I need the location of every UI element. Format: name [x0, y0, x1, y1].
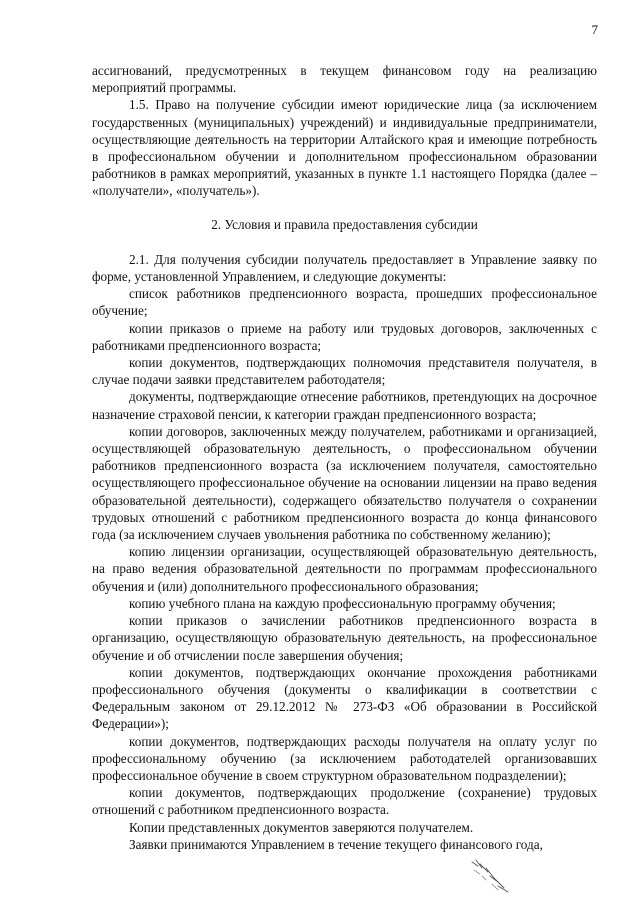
paragraph: документы, подтверждающие отнесение работников, претендующих на досрочное назначение страховой пенсии, к категории граждан предпенсионного возраста; [92, 389, 597, 422]
document-body [92, 62, 597, 853]
section-2-heading: 2. Условия и правила предоставления субсидии [211, 216, 478, 232]
paragraph: копии приказов о приеме на работу или трудовых договоров, заключенных с работниками предпенсионного возраста; [92, 320, 597, 353]
paragraph: Заявки принимаются Управлением в течение текущего финансового года, [129, 836, 543, 852]
opening-paragraph: ассигнований, предусмотренных в текущем финансовом году на реализацию мероприятий программы. [92, 63, 597, 96]
paragraph: копию лицензии организации, осуществляющей образовательную деятельность, на право ведения образовательной деятельности по программам профессионального обучения и (или) дополнительного профессионального образования; [92, 544, 597, 594]
paragraph: копии документов, подтверждающих расходы получателя на оплату услуг по профессиональному обучению (за исключением работодателей организовавших профессиональное обучение в своем структурном образовательном подразделении); [92, 733, 597, 783]
initials-mark [468, 856, 514, 896]
paragraph: копии документов, подтверждающих окончание прохождения работниками профессионального обучения (документы о квалификации в соответствии с Федеральным законом от 29.12.2012 № 273-ФЗ «Об образовании в Российской Федерации»); [92, 664, 597, 732]
paragraph: список работников предпенсионного возраста, прошедших профессиональное обучение; [92, 286, 597, 319]
page-number: 7 [591, 22, 598, 37]
paragraph: Копии представленных документов заверяются получателем. [129, 819, 474, 835]
paragraph: копии документов, подтверждающих продолжение (сохранение) трудовых отношений с работником предпенсионного возраста. [92, 785, 597, 818]
paragraph: копии документов, подтверждающих полномочия представителя получателя, в случае подачи заявки представителем работодателя; [92, 355, 597, 388]
paragraph: копию учебного плана на каждую профессиональную программу обучения; [129, 595, 556, 611]
paragraph: копии приказов о зачислении работников предпенсионного возраста в организацию, осуществляющую образовательную деятельность, на профессиональное обучение и об отчислении после завершения обучения; [92, 613, 597, 663]
paragraph: 2.1. Для получения субсидии получатель предоставляет в Управление заявку по форме, установленной Управлением, и следующие документы: [92, 251, 597, 285]
clause-1-5: 1.5. Право на получение субсидии имеют юридические лица (за исключением государственных (муниципальных) учреждений) и индивидуальные предприниматели, осуществляющие деятельность на территории Алтайского края и имеющие потребность в профессиональном обучении и дополнительном профессиональном образовании работников в рамках мероприятий, указанных в пункте 1.1 настоящего Порядка (далее – «получатели», «получатель»). [92, 97, 597, 199]
paragraph: копии договоров, заключенных между получателем, работниками и организацией, осуществляющей образовательную деятельность, о профессиональном обучении работников предпенсионного возраста (за исключением получателя, самостоятельно осуществляющего профессиональное обучение на основании лицензии на право ведения образовательной деятельности), содержащего обязательство получателя о сохранении трудовых отношений с работником предпенсионного возраста до конца финансового года (за исключением случаев увольнения работника по собственному желанию); [92, 423, 597, 543]
